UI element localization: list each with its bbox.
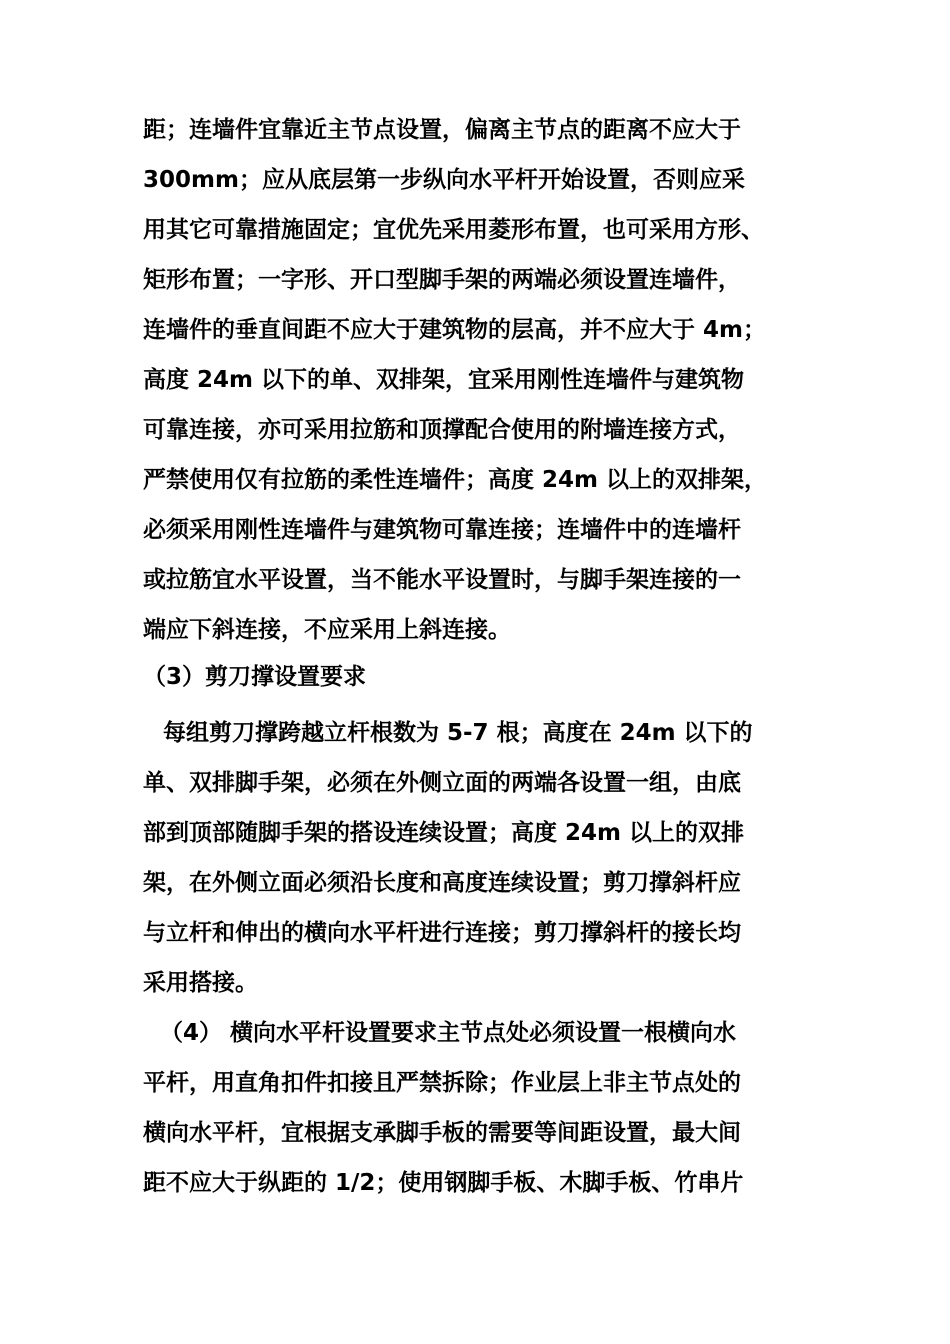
section-heading-3: （3）剪刀撑设置要求 (143, 664, 367, 690)
text-line-4: 矩形布置；一字形、开口型脚手架的两端必须设置连墙件， (143, 267, 741, 293)
text-line-1: 距；连墙件宜靠近主节点设置，偏离主节点的距离不应大于 (143, 117, 741, 143)
text-line-21: 横向水平杆，宜根据支承脚手板的需要等间距设置，最大间 (143, 1120, 741, 1146)
text-line-7: 可靠连接，亦可采用拉筋和顶撑配合使用的附墙连接方式， (143, 417, 741, 443)
text-line-10: 或拉筋宜水平设置，当不能水平设置时，与脚手架连接的一 (143, 567, 741, 593)
text-line-11: 端应下斜连接，不应采用上斜连接。 (143, 617, 511, 643)
text-line-5: 连墙件的垂直间距不应大于建筑物的层高，并不应大于 4m； (143, 317, 766, 343)
text-line-16: 架，在外侧立面必须沿长度和高度连续设置；剪刀撑斜杆应 (143, 870, 741, 896)
text-line-17: 与立杆和伸出的横向水平杆进行连接；剪刀撑斜杆的接长均 (143, 920, 741, 946)
text-line-14: 单、双排脚手架，必须在外侧立面的两端各设置一组，由底 (143, 770, 741, 796)
text-line-3: 用其它可靠措施固定；宜优先采用菱形布置，也可采用方形、 (143, 217, 764, 243)
text-line-13: 每组剪刀撑跨越立杆根数为 5-7 根；高度在 24m 以下的 (163, 720, 753, 746)
text-line-18: 采用搭接。 (143, 970, 258, 996)
text-line-8: 严禁使用仅有拉筋的柔性连墙件；高度 24m 以上的双排架， (143, 467, 767, 493)
text-line-15: 部到顶部随脚手架的搭设连续设置；高度 24m 以上的双排 (143, 820, 744, 846)
section-heading-4: （4） 横向水平杆设置要求主节点处必须设置一根横向水 (160, 1020, 737, 1046)
text-line-22: 距不应大于纵距的 1/2；使用钢脚手板、木脚手板、竹串片 (143, 1170, 744, 1196)
text-line-6: 高度 24m 以下的单、双排架，宜采用刚性连墙件与建筑物 (143, 367, 744, 393)
text-line-20: 平杆，用直角扣件扣接且严禁拆除；作业层上非主节点处的 (143, 1070, 741, 1096)
text-line-2: 300mm；应从底层第一步纵向水平杆开始设置，否则应采 (143, 167, 745, 193)
text-line-9: 必须采用刚性连墙件与建筑物可靠连接；连墙件中的连墙杆 (143, 517, 741, 543)
